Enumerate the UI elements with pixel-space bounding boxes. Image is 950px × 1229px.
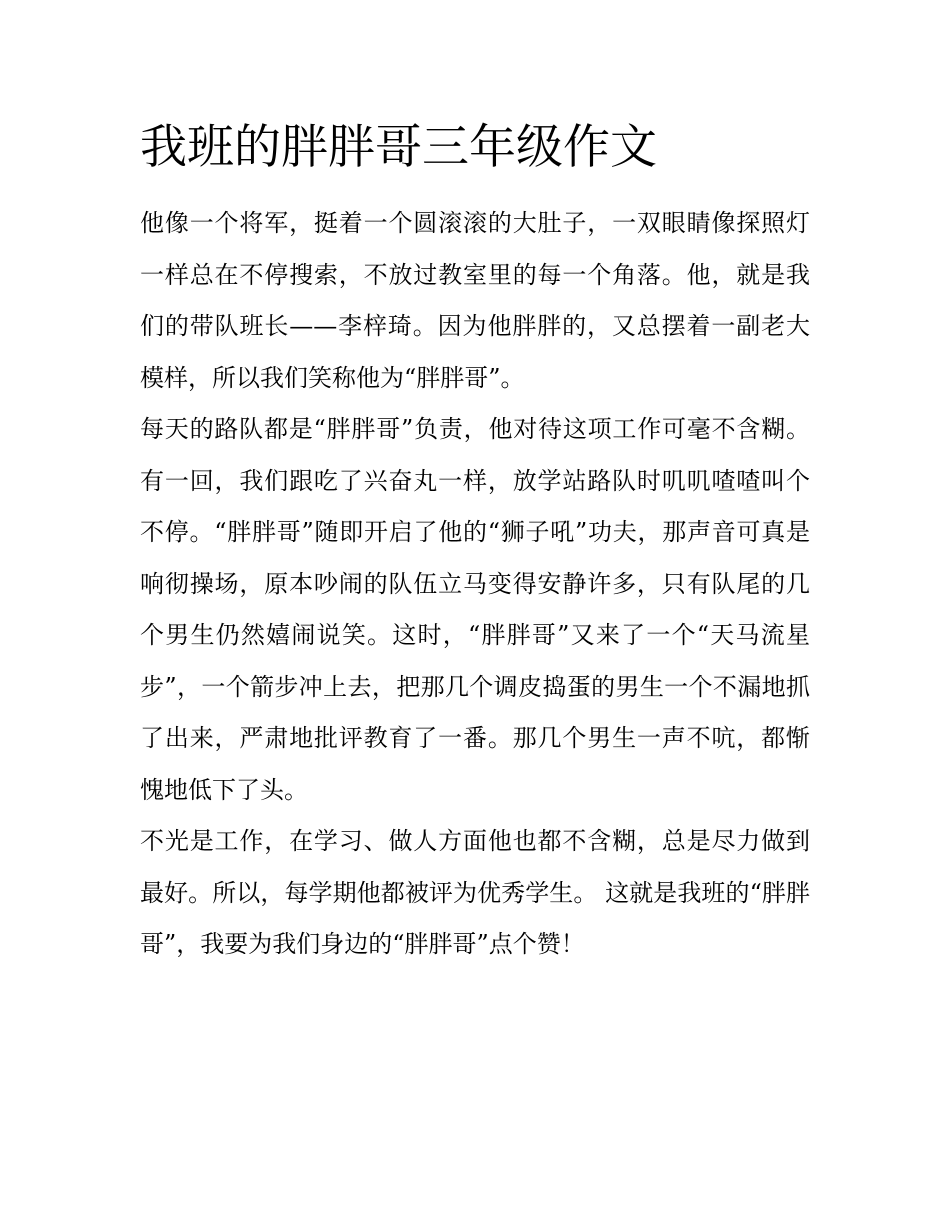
paragraph-2: 每天的路队都是“胖胖哥”负责，他对待这项工作可毫不含糊。有一回，我们跟吃了兴奋丸一样，放学站路队时叽叽喳喳叫个不停。“胖胖哥”随即开启了他的“狮子吼”功夫，那声音可真是响彻操场，原本吵闹的队伍立马变得安静许多，只有队尾的几个男生仍然嬉闹说笑。这时，“胖胖哥”又来了一个“天马流星步”，一个箭步冲上去，把那几个调皮捣蛋的男生一个不漏地抓了出来，严肃地批评教育了一番。那几个男生一声不吭，都惭愧地低下了头。 (140, 415, 810, 804)
document-title: 我班的胖胖哥三年级作文 (140, 120, 657, 175)
document-body (140, 198, 810, 971)
paragraph-3: 不光是工作，在学习、做人方面他也都不含糊，总是尽力做到最好。所以，每学期他都被评为优秀学生。 这就是我班的“胖胖哥”，我要为我们身边的“胖胖哥”点个赞！ (140, 827, 810, 958)
paragraph-1: 他像一个将军，挺着一个圆滚滚的大肚子，一双眼睛像探照灯一样总在不停搜索，不放过教室里的每一个角落。他，就是我们的带队班长——李梓琦。因为他胖胖的，又总摆着一副老大模样，所以我们笑称他为“胖胖哥”。 (140, 209, 810, 392)
